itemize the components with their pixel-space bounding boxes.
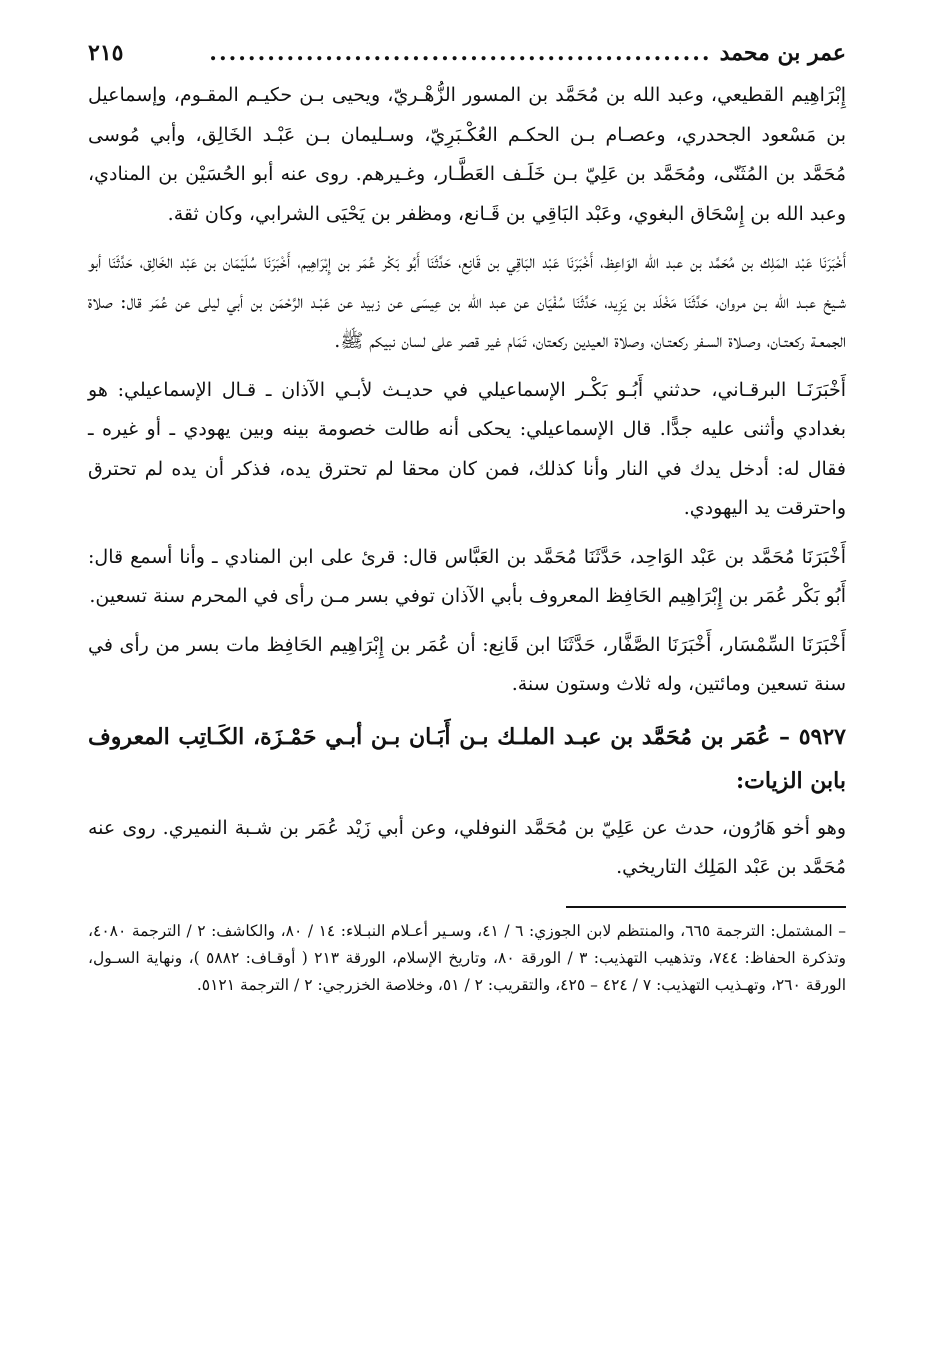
hadith-paragraph: أَخْبَرَنَا عَبْد المَلِك بن مُحَمَّد بن عبد الله الوَاعِظ، أَخْبَرَنَا عَبْد البَاقِي بن قَانِع، حَدَّثَنَا أَبُو بَكْر عُمَر بن إِبْرَاهِيم، أَخْبَرَنَا سُلَيْمَان بن عَبْد الخَالِق، حَدَّثَنَا أبو شـيخ عبـد الله بـن مروان، حَدَّثَنَا مَخْلَد بن يَزِيد، حَدَّثَنَا سُفْيَان عن عبد الله بن عِيسَى عن زبيد عن عَبْـد الرَّحْمَن بن أبي ليلى عن عُمَر قال: صلاة الجمعـة ركعتـان، وصـلاة السـفر ركعتـان، وصلاة العيدين ركعتان، تَمَام غير قصر على لسان نبيكم ﷺ. (88, 251, 846, 352)
footnote-divider (566, 906, 846, 908)
death-report-paragraph: أَخْبَرَنَا مُحَمَّد بن عَبْد الوَاحِد، حَدَّثَنَا مُحَمَّد بن العَبَّاس قال: قرئ على ابن المنادي ـ وأنا أسمع قال: أَبُو بَكْر عُمَر بن إِبْرَاهِيم الحَافِظ المعروف بأبي الآذان توفي بسر مـن رأى في المحرم سنة تسعين. (88, 545, 846, 607)
anecdote-paragraph: أَخْبَرَنَـا البرقـاني، حدثني أَبُـو بَكْـر الإسماعيلي في حديـث لأبـي الآذان ـ قـال الإسماعيلي: هو بغدادي وأثنى عليه جدًّا. قال الإسماعيلي: يحكى أنه طالت خصومة بينه وبين يهودي ـ أو غيره ـ فقال له: أدخل يدك في النار وأنا كذلك، فمن كان محقا لم تحترق يده، فذكر أن يده لم تحترق واحترقت يد اليهودي. (88, 378, 846, 519)
footnote: – المشتمل: الترجمة ٦٦٥، والمنتظم لابن الجوزي: ٦ / ٤١، وسـير أعـلام النبـلاء: ١٤ / ٨٠، والكاشف: ٢ / الترجمة ٤٠٨٠، وتذكرة الحفاظ: ٧٤٤، وتذهيب التهذيب: ٣ / الورقة ٨٠، وتاريخ الإسلام، الورقة ٢١٣ ( أوقـاف: ٥٨٨٢ )، ونهاية السـول، الورقة ٢٦٠، وتهـذيب التهذيب: ٧ / ٤٢٤ – ٤٢٥، والتقريب: ٢ / ٥١، وخلاصة الخزرجي: ٢ / الترجمة ٥١٢١. (88, 921, 846, 994)
running-title: عمر بن محمد (719, 40, 846, 66)
running-head (88, 40, 846, 76)
entry-heading: ٥٩٢٧ – عُمَر بن مُحَمَّد بن عبـد الملـك بـن أَبَـان بـن أبـي حَمْـزَة، الكَـاتِب المعروف بابن الزيات: (88, 723, 846, 794)
page-number: ٢١٥ (88, 40, 124, 66)
book-page (88, 40, 846, 999)
leader-dots: .................................................... (209, 40, 712, 66)
death-date-paragraph: أَخْبَرَنَا السِّمْسَار، أَخْبَرَنَا الصَّفَّار، حَدَّثَنَا ابن قَانِع: أن عُمَر بن إِبْرَاهِيم الحَافِظ مات بسر من رأى في سنة تسعين ومائتين، وله ثلاث وستون سنة. (88, 633, 846, 695)
biography-paragraph: إِبْرَاهِيم القطيعي، وعبد الله بن مُحَمَّد بن المسور الزُّهْـريّ، ويحيى بـن حكيـم المقـوم، وإسماعيل بن مَسْعود الجحدري، وعصـام بـن الحكـم العُكْـبَرِيّ، وسـليمان بـن عَبْـد الخَالِق، وأبي مُوسى مُحَمَّد بن المُثَنّى، ومُحَمَّد بن عَلِيّ بـن خَلَـف العَطَّـار، وغـيرهم. روى عنه أبو الحُسَيْن بن المنادي، وعبد الله بن إِسْحَاق البغوي، وعَبْد البَاقِي بن قَـانع، ومظفر بن يَحْيَى الشرابي، وكان ثقة. (88, 84, 846, 225)
entry-paragraph: وهو أخو هَارُون، حدث عن عَلِيّ بن مُحَمَّد النوفلي، وعن أبي زَيْد عُمَر بن شـبة النميري. روى عنه مُحَمَّد بن عَبْد المَلِك التاريخي. (88, 816, 846, 878)
